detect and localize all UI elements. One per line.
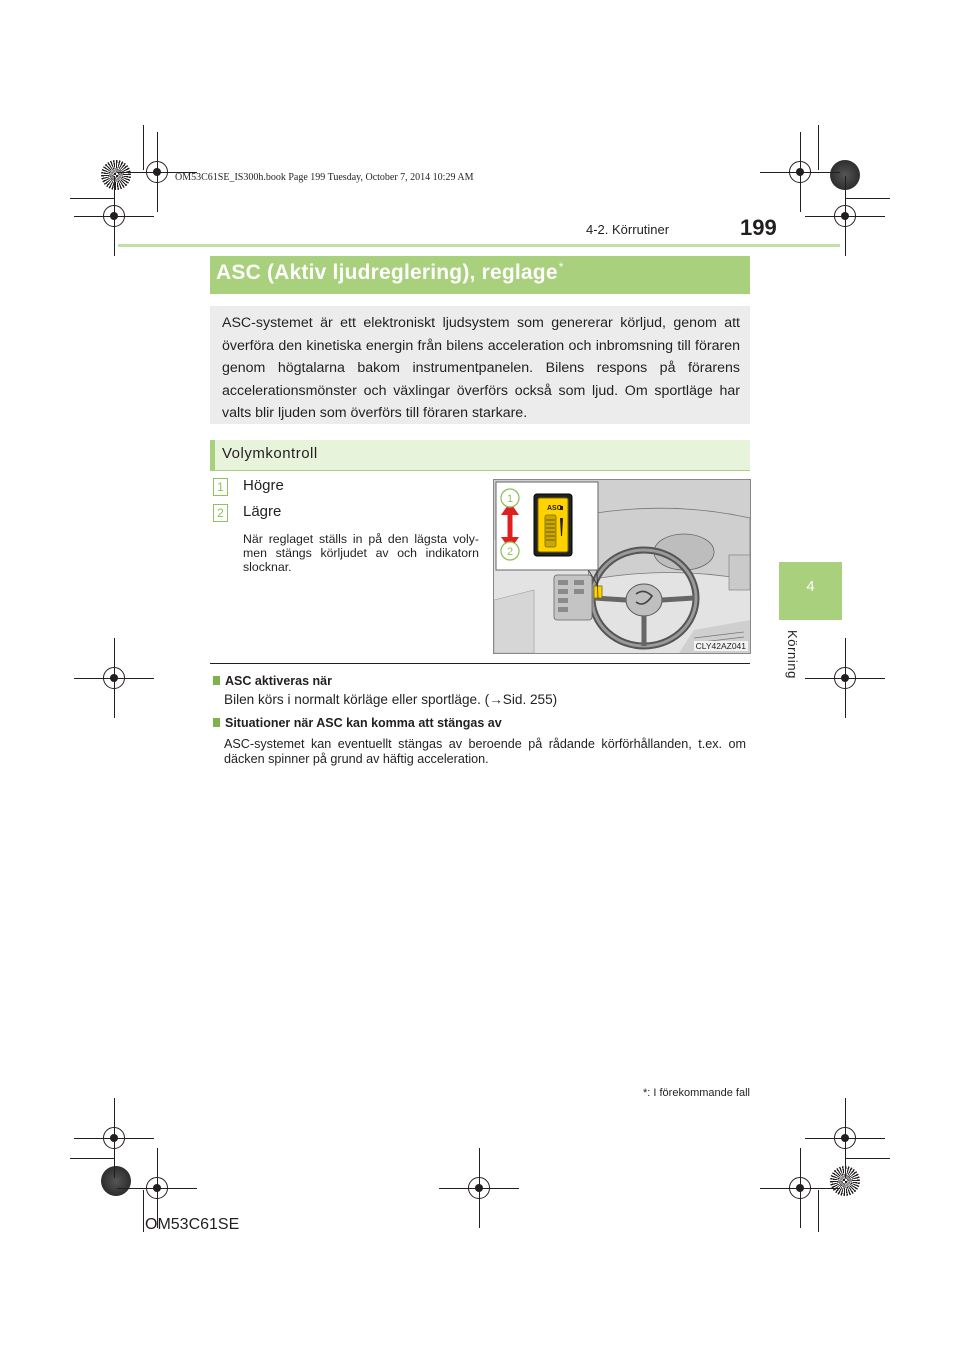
note-text-2: ASC-systemet kan eventuellt stängas av beroende på rådande körförhållanden, t.ex. om däcken spinner på grund av häftig acceleration. bbox=[224, 737, 746, 766]
figure-code: CLY42AZ041 bbox=[695, 641, 746, 651]
running-header: 4-2. Körrutiner bbox=[586, 222, 670, 237]
trim-line bbox=[845, 198, 890, 199]
note-heading-2 bbox=[213, 716, 502, 730]
print-info-line: OM53C61SE_IS300h.book Page 199 Tuesday, October 7, 2014 10:29 AM bbox=[175, 172, 474, 183]
page-number: 199 bbox=[740, 215, 777, 240]
note-bullet-icon bbox=[213, 718, 220, 727]
chapter-name: Körning bbox=[785, 630, 800, 680]
note-heading-1-text: ASC aktiveras när bbox=[225, 674, 333, 688]
subsection-title: Volymkontroll bbox=[222, 445, 318, 462]
trim-line bbox=[143, 1190, 144, 1232]
subsection-accent bbox=[210, 440, 215, 471]
dashboard-illustration bbox=[493, 479, 751, 654]
item-label-lower: Lägre bbox=[243, 503, 282, 520]
item-label-higher: Högre bbox=[243, 477, 284, 494]
dashboard-drawing bbox=[494, 480, 750, 653]
registration-disc-bottom-left bbox=[101, 1166, 131, 1196]
figure-callout-2: 2 bbox=[506, 546, 514, 558]
note-text-1-before: Bilen körs i normalt körläge eller sportläge. ( bbox=[224, 692, 490, 707]
callout-number-2: 2 bbox=[213, 504, 228, 522]
footnote-text: : I förekommande fall bbox=[647, 1087, 750, 1099]
chapter-number: 4 bbox=[806, 578, 815, 595]
trim-line bbox=[70, 1158, 115, 1159]
page-reference-link[interactable]: Sid. 255) bbox=[502, 692, 558, 707]
header-rule bbox=[118, 244, 840, 247]
note-heading-2-text: Situationer när ASC kan komma att stängas av bbox=[225, 716, 502, 730]
section-divider bbox=[210, 663, 750, 664]
figure-callout-1: 1 bbox=[506, 493, 514, 505]
note-heading-1 bbox=[213, 674, 332, 688]
item-note: När reglaget ställs in på den lägsta volymen stängs körljudet av och indikatorn slocknar. bbox=[243, 532, 479, 574]
trim-line bbox=[70, 198, 115, 199]
footnote bbox=[0, 1087, 750, 1099]
trim-line bbox=[818, 1190, 819, 1232]
trim-line bbox=[143, 125, 144, 170]
note-bullet-icon bbox=[213, 676, 220, 685]
arrow-icon: → bbox=[489, 692, 503, 707]
manual-code: OM53C61SE bbox=[145, 1216, 240, 1233]
intro-text: ASC-systemet är ett elektroniskt ljudsystem som genererar körljud, genom att överföra den kinetiska energin från bilens acceleration och inbromsning till föraren genom högtalarna bakom instrumentpanelen. Bilens respons på förarens accelerationsmönster och växlingar överförs också som ljud. Om sportläge har valts blir ljuden som överförs till föraren starkare. bbox=[222, 315, 740, 421]
note-text-1 bbox=[224, 692, 754, 707]
section-title-text: ASC (Aktiv ljudreglering), reglage bbox=[216, 261, 558, 284]
asterisk-mark: * bbox=[558, 260, 564, 274]
trim-line bbox=[818, 125, 819, 170]
trim-line bbox=[845, 1158, 890, 1159]
footnote-asterisk: * bbox=[643, 1087, 648, 1099]
registration-sunburst-top-left bbox=[101, 160, 131, 190]
section-title bbox=[216, 260, 564, 285]
callout-number-1: 1 bbox=[213, 478, 228, 496]
switch-label: ASC bbox=[547, 505, 562, 512]
